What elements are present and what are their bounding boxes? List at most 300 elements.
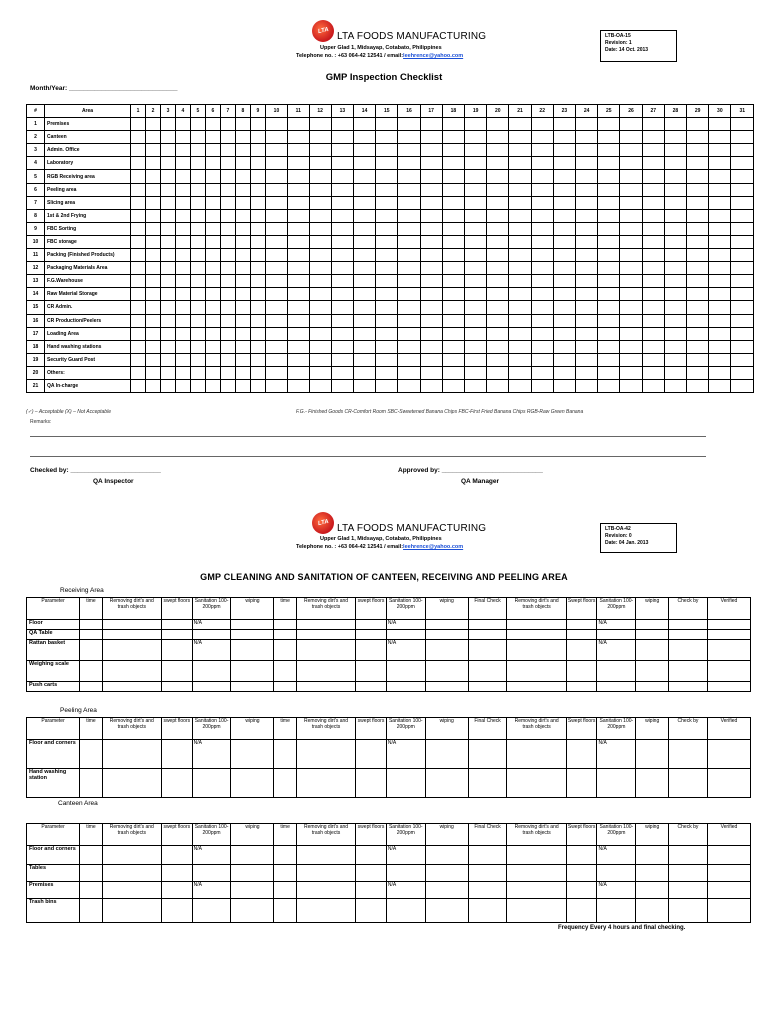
- check-cell[interactable]: [398, 366, 420, 379]
- entry-cell[interactable]: [356, 661, 387, 682]
- entry-cell[interactable]: [566, 620, 597, 630]
- check-cell[interactable]: [235, 118, 250, 131]
- check-cell[interactable]: [731, 301, 754, 314]
- check-cell[interactable]: [309, 314, 331, 327]
- entry-cell[interactable]: [669, 882, 708, 899]
- check-cell[interactable]: [309, 209, 331, 222]
- check-cell[interactable]: [509, 340, 531, 353]
- check-cell[interactable]: [288, 131, 310, 144]
- check-cell[interactable]: [465, 353, 487, 366]
- check-cell[interactable]: [709, 366, 731, 379]
- check-cell[interactable]: [731, 327, 754, 340]
- check-cell[interactable]: [376, 131, 398, 144]
- check-cell[interactable]: [265, 301, 287, 314]
- check-cell[interactable]: [420, 170, 442, 183]
- check-cell[interactable]: [175, 262, 190, 275]
- check-cell[interactable]: [598, 222, 620, 235]
- check-cell[interactable]: [620, 209, 642, 222]
- check-cell[interactable]: [131, 288, 146, 301]
- check-cell[interactable]: [235, 327, 250, 340]
- check-cell[interactable]: [553, 366, 575, 379]
- check-cell[interactable]: [205, 301, 220, 314]
- check-cell[interactable]: [687, 275, 709, 288]
- check-cell[interactable]: [642, 222, 664, 235]
- check-cell[interactable]: [288, 275, 310, 288]
- check-cell[interactable]: [265, 340, 287, 353]
- check-cell[interactable]: [205, 196, 220, 209]
- entry-cell[interactable]: [386, 769, 425, 798]
- entry-cell[interactable]: [425, 846, 468, 865]
- check-cell[interactable]: [509, 131, 531, 144]
- entry-cell[interactable]: [636, 899, 669, 923]
- entry-cell[interactable]: [507, 899, 566, 923]
- check-cell[interactable]: [576, 366, 598, 379]
- check-cell[interactable]: [376, 144, 398, 157]
- check-cell[interactable]: [265, 222, 287, 235]
- check-cell[interactable]: [235, 366, 250, 379]
- check-cell[interactable]: [190, 249, 205, 262]
- check-cell[interactable]: [205, 275, 220, 288]
- check-cell[interactable]: [131, 183, 146, 196]
- check-cell[interactable]: [205, 170, 220, 183]
- check-cell[interactable]: [353, 235, 375, 248]
- check-cell[interactable]: [353, 353, 375, 366]
- check-cell[interactable]: [175, 275, 190, 288]
- entry-cell[interactable]: [102, 882, 161, 899]
- check-cell[interactable]: [288, 366, 310, 379]
- check-cell[interactable]: [376, 170, 398, 183]
- check-cell[interactable]: [288, 209, 310, 222]
- check-cell[interactable]: [465, 118, 487, 131]
- check-cell[interactable]: [309, 301, 331, 314]
- check-cell[interactable]: [465, 288, 487, 301]
- check-cell[interactable]: [465, 327, 487, 340]
- check-cell[interactable]: [576, 353, 598, 366]
- check-cell[interactable]: [190, 288, 205, 301]
- check-cell[interactable]: [398, 249, 420, 262]
- check-cell[interactable]: [250, 327, 265, 340]
- entry-cell[interactable]: [274, 740, 296, 769]
- entry-cell[interactable]: [636, 620, 669, 630]
- check-cell[interactable]: [250, 144, 265, 157]
- check-cell[interactable]: [553, 353, 575, 366]
- entry-cell[interactable]: [468, 769, 507, 798]
- check-cell[interactable]: [553, 262, 575, 275]
- check-cell[interactable]: [376, 222, 398, 235]
- check-cell[interactable]: [664, 288, 686, 301]
- check-cell[interactable]: [687, 353, 709, 366]
- check-cell[interactable]: [487, 275, 509, 288]
- check-cell[interactable]: [353, 288, 375, 301]
- check-cell[interactable]: [487, 327, 509, 340]
- check-cell[interactable]: [250, 353, 265, 366]
- check-cell[interactable]: [576, 288, 598, 301]
- check-cell[interactable]: [250, 196, 265, 209]
- check-cell[interactable]: [398, 222, 420, 235]
- check-cell[interactable]: [376, 379, 398, 392]
- check-cell[interactable]: [265, 131, 287, 144]
- check-cell[interactable]: [509, 196, 531, 209]
- check-cell[interactable]: [190, 222, 205, 235]
- check-cell[interactable]: [309, 275, 331, 288]
- check-cell[interactable]: [398, 327, 420, 340]
- entry-cell[interactable]: [507, 882, 566, 899]
- check-cell[interactable]: [309, 366, 331, 379]
- entry-cell[interactable]: [636, 882, 669, 899]
- check-cell[interactable]: [642, 118, 664, 131]
- entry-cell[interactable]: [468, 661, 507, 682]
- entry-cell[interactable]: [102, 682, 161, 692]
- check-cell[interactable]: [175, 288, 190, 301]
- check-cell[interactable]: [220, 196, 235, 209]
- entry-cell[interactable]: [707, 769, 750, 798]
- check-cell[interactable]: [331, 327, 353, 340]
- entry-cell[interactable]: [636, 640, 669, 661]
- check-cell[interactable]: [353, 249, 375, 262]
- check-cell[interactable]: [131, 170, 146, 183]
- check-cell[interactable]: [598, 170, 620, 183]
- entry-cell[interactable]: [80, 899, 102, 923]
- check-cell[interactable]: [220, 170, 235, 183]
- check-cell[interactable]: [175, 327, 190, 340]
- check-cell[interactable]: [309, 353, 331, 366]
- check-cell[interactable]: [250, 209, 265, 222]
- check-cell[interactable]: [709, 327, 731, 340]
- entry-cell[interactable]: [669, 620, 708, 630]
- check-cell[interactable]: [487, 222, 509, 235]
- check-cell[interactable]: [190, 301, 205, 314]
- check-cell[interactable]: [265, 235, 287, 248]
- check-cell[interactable]: [235, 222, 250, 235]
- check-cell[interactable]: [175, 209, 190, 222]
- check-cell[interactable]: [642, 314, 664, 327]
- check-cell[interactable]: [709, 340, 731, 353]
- check-cell[interactable]: [250, 366, 265, 379]
- check-cell[interactable]: [309, 131, 331, 144]
- check-cell[interactable]: [531, 327, 553, 340]
- check-cell[interactable]: [398, 288, 420, 301]
- check-cell[interactable]: [220, 288, 235, 301]
- check-cell[interactable]: [175, 170, 190, 183]
- check-cell[interactable]: [442, 301, 464, 314]
- entry-cell[interactable]: [192, 682, 231, 692]
- check-cell[interactable]: [250, 262, 265, 275]
- check-cell[interactable]: [420, 353, 442, 366]
- check-cell[interactable]: [664, 379, 686, 392]
- entry-cell[interactable]: [80, 882, 102, 899]
- check-cell[interactable]: [331, 196, 353, 209]
- check-cell[interactable]: [576, 196, 598, 209]
- check-cell[interactable]: [731, 222, 754, 235]
- check-cell[interactable]: [160, 170, 175, 183]
- check-cell[interactable]: [376, 249, 398, 262]
- check-cell[interactable]: [205, 222, 220, 235]
- check-cell[interactable]: [620, 314, 642, 327]
- check-cell[interactable]: [131, 366, 146, 379]
- check-cell[interactable]: [160, 353, 175, 366]
- check-cell[interactable]: [288, 118, 310, 131]
- check-cell[interactable]: [442, 379, 464, 392]
- entry-cell[interactable]: [231, 630, 274, 640]
- check-cell[interactable]: [642, 144, 664, 157]
- check-cell[interactable]: [145, 196, 160, 209]
- check-cell[interactable]: [220, 118, 235, 131]
- check-cell[interactable]: [205, 327, 220, 340]
- check-cell[interactable]: [553, 275, 575, 288]
- check-cell[interactable]: [145, 131, 160, 144]
- check-cell[interactable]: [487, 288, 509, 301]
- check-cell[interactable]: [235, 131, 250, 144]
- entry-cell[interactable]: [425, 661, 468, 682]
- check-cell[interactable]: [442, 183, 464, 196]
- check-cell[interactable]: [642, 366, 664, 379]
- entry-cell[interactable]: [507, 630, 566, 640]
- check-cell[interactable]: [709, 262, 731, 275]
- entry-cell[interactable]: [707, 620, 750, 630]
- check-cell[interactable]: [687, 222, 709, 235]
- check-cell[interactable]: [576, 379, 598, 392]
- check-cell[interactable]: [265, 157, 287, 170]
- check-cell[interactable]: [160, 235, 175, 248]
- check-cell[interactable]: [265, 379, 287, 392]
- check-cell[interactable]: [160, 118, 175, 131]
- entry-cell[interactable]: [386, 865, 425, 882]
- check-cell[interactable]: [288, 314, 310, 327]
- check-cell[interactable]: [642, 262, 664, 275]
- entry-cell[interactable]: [386, 682, 425, 692]
- check-cell[interactable]: [220, 327, 235, 340]
- check-cell[interactable]: [576, 262, 598, 275]
- check-cell[interactable]: [220, 157, 235, 170]
- check-cell[interactable]: [265, 314, 287, 327]
- check-cell[interactable]: [131, 249, 146, 262]
- entry-cell[interactable]: [296, 620, 355, 630]
- entry-cell[interactable]: [636, 661, 669, 682]
- check-cell[interactable]: [331, 379, 353, 392]
- check-cell[interactable]: [509, 262, 531, 275]
- check-cell[interactable]: [131, 157, 146, 170]
- check-cell[interactable]: [442, 196, 464, 209]
- check-cell[interactable]: [442, 275, 464, 288]
- check-cell[interactable]: [398, 314, 420, 327]
- entry-cell[interactable]: [161, 661, 192, 682]
- entry-cell[interactable]: [636, 682, 669, 692]
- check-cell[interactable]: [731, 379, 754, 392]
- check-cell[interactable]: [420, 340, 442, 353]
- entry-cell[interactable]: [669, 682, 708, 692]
- entry-cell[interactable]: [425, 899, 468, 923]
- check-cell[interactable]: [553, 183, 575, 196]
- check-cell[interactable]: [190, 353, 205, 366]
- check-cell[interactable]: [235, 314, 250, 327]
- check-cell[interactable]: [265, 327, 287, 340]
- check-cell[interactable]: [642, 183, 664, 196]
- check-cell[interactable]: [553, 222, 575, 235]
- entry-cell[interactable]: [597, 865, 636, 882]
- entry-cell[interactable]: [566, 630, 597, 640]
- check-cell[interactable]: [205, 118, 220, 131]
- check-cell[interactable]: [250, 314, 265, 327]
- check-cell[interactable]: [442, 170, 464, 183]
- check-cell[interactable]: [664, 183, 686, 196]
- check-cell[interactable]: [642, 131, 664, 144]
- check-cell[interactable]: [205, 353, 220, 366]
- check-cell[interactable]: [288, 249, 310, 262]
- entry-cell[interactable]: [566, 640, 597, 661]
- check-cell[interactable]: [598, 118, 620, 131]
- entry-cell[interactable]: [356, 740, 387, 769]
- check-cell[interactable]: [664, 249, 686, 262]
- check-cell[interactable]: [731, 288, 754, 301]
- entry-cell[interactable]: [468, 882, 507, 899]
- check-cell[interactable]: [620, 157, 642, 170]
- entry-cell[interactable]: [707, 640, 750, 661]
- entry-cell[interactable]: [468, 740, 507, 769]
- check-cell[interactable]: [465, 131, 487, 144]
- check-cell[interactable]: [145, 157, 160, 170]
- check-cell[interactable]: [131, 235, 146, 248]
- check-cell[interactable]: [235, 340, 250, 353]
- entry-cell[interactable]: [507, 865, 566, 882]
- check-cell[interactable]: [709, 222, 731, 235]
- check-cell[interactable]: [145, 222, 160, 235]
- check-cell[interactable]: [620, 262, 642, 275]
- check-cell[interactable]: [160, 275, 175, 288]
- check-cell[interactable]: [190, 196, 205, 209]
- check-cell[interactable]: [487, 301, 509, 314]
- check-cell[interactable]: [420, 249, 442, 262]
- check-cell[interactable]: [220, 340, 235, 353]
- entry-cell[interactable]: [356, 899, 387, 923]
- check-cell[interactable]: [664, 170, 686, 183]
- check-cell[interactable]: [642, 249, 664, 262]
- check-cell[interactable]: [687, 327, 709, 340]
- entry-cell[interactable]: [102, 769, 161, 798]
- check-cell[interactable]: [442, 222, 464, 235]
- entry-cell[interactable]: [231, 640, 274, 661]
- check-cell[interactable]: [664, 340, 686, 353]
- check-cell[interactable]: [220, 314, 235, 327]
- check-cell[interactable]: [576, 118, 598, 131]
- check-cell[interactable]: [487, 379, 509, 392]
- entry-cell[interactable]: [597, 899, 636, 923]
- check-cell[interactable]: [145, 288, 160, 301]
- entry-cell[interactable]: [231, 899, 274, 923]
- check-cell[interactable]: [145, 118, 160, 131]
- entry-cell[interactable]: [468, 682, 507, 692]
- entry-cell[interactable]: [356, 640, 387, 661]
- check-cell[interactable]: [420, 118, 442, 131]
- check-cell[interactable]: [288, 327, 310, 340]
- entry-cell[interactable]: [231, 865, 274, 882]
- check-cell[interactable]: [687, 262, 709, 275]
- check-cell[interactable]: [175, 131, 190, 144]
- check-cell[interactable]: [331, 301, 353, 314]
- check-cell[interactable]: [731, 131, 754, 144]
- check-cell[interactable]: [664, 314, 686, 327]
- check-cell[interactable]: [442, 157, 464, 170]
- entry-cell[interactable]: [231, 682, 274, 692]
- check-cell[interactable]: [250, 275, 265, 288]
- check-cell[interactable]: [531, 144, 553, 157]
- entry-cell[interactable]: [356, 865, 387, 882]
- check-cell[interactable]: [487, 353, 509, 366]
- check-cell[interactable]: [250, 249, 265, 262]
- check-cell[interactable]: [131, 196, 146, 209]
- check-cell[interactable]: [145, 353, 160, 366]
- check-cell[interactable]: [509, 314, 531, 327]
- check-cell[interactable]: [509, 288, 531, 301]
- check-cell[interactable]: [220, 366, 235, 379]
- check-cell[interactable]: [288, 170, 310, 183]
- check-cell[interactable]: [398, 353, 420, 366]
- entry-cell[interactable]: [566, 740, 597, 769]
- check-cell[interactable]: [709, 183, 731, 196]
- check-cell[interactable]: [531, 131, 553, 144]
- check-cell[interactable]: [509, 209, 531, 222]
- check-cell[interactable]: [576, 209, 598, 222]
- check-cell[interactable]: [442, 288, 464, 301]
- check-cell[interactable]: [220, 262, 235, 275]
- entry-cell[interactable]: [161, 620, 192, 630]
- check-cell[interactable]: [576, 340, 598, 353]
- check-cell[interactable]: [465, 170, 487, 183]
- check-cell[interactable]: [465, 249, 487, 262]
- entry-cell[interactable]: [468, 846, 507, 865]
- check-cell[interactable]: [265, 209, 287, 222]
- check-cell[interactable]: [620, 353, 642, 366]
- check-cell[interactable]: [487, 144, 509, 157]
- entry-cell[interactable]: [296, 882, 355, 899]
- check-cell[interactable]: [687, 209, 709, 222]
- check-cell[interactable]: [235, 196, 250, 209]
- check-cell[interactable]: [205, 379, 220, 392]
- check-cell[interactable]: [131, 118, 146, 131]
- check-cell[interactable]: [190, 327, 205, 340]
- check-cell[interactable]: [235, 379, 250, 392]
- check-cell[interactable]: [190, 262, 205, 275]
- check-cell[interactable]: [331, 235, 353, 248]
- check-cell[interactable]: [288, 196, 310, 209]
- check-cell[interactable]: [576, 235, 598, 248]
- check-cell[interactable]: [376, 288, 398, 301]
- check-cell[interactable]: [175, 144, 190, 157]
- check-cell[interactable]: [288, 235, 310, 248]
- check-cell[interactable]: [531, 183, 553, 196]
- check-cell[interactable]: [160, 314, 175, 327]
- entry-cell[interactable]: [80, 620, 102, 630]
- check-cell[interactable]: [509, 249, 531, 262]
- check-cell[interactable]: [131, 301, 146, 314]
- check-cell[interactable]: [598, 288, 620, 301]
- check-cell[interactable]: [235, 301, 250, 314]
- entry-cell[interactable]: [296, 769, 355, 798]
- check-cell[interactable]: [288, 157, 310, 170]
- check-cell[interactable]: [353, 262, 375, 275]
- check-cell[interactable]: [265, 183, 287, 196]
- check-cell[interactable]: [620, 183, 642, 196]
- entry-cell[interactable]: [161, 740, 192, 769]
- entry-cell[interactable]: [80, 865, 102, 882]
- entry-cell[interactable]: [707, 630, 750, 640]
- check-cell[interactable]: [553, 314, 575, 327]
- check-cell[interactable]: [509, 144, 531, 157]
- check-cell[interactable]: [531, 301, 553, 314]
- check-cell[interactable]: [465, 366, 487, 379]
- check-cell[interactable]: [465, 314, 487, 327]
- check-cell[interactable]: [731, 144, 754, 157]
- check-cell[interactable]: [175, 157, 190, 170]
